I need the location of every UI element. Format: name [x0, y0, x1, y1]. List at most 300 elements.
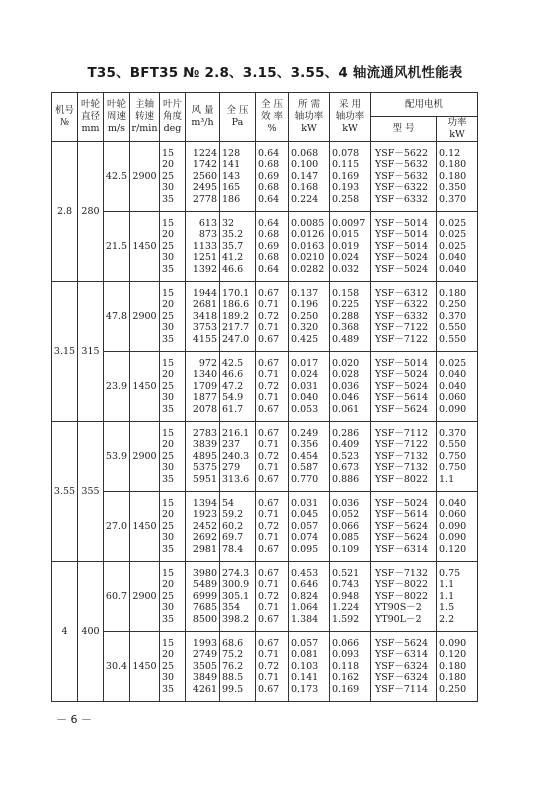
- shaft-power-cell-value: 0.824: [291, 590, 319, 602]
- pressure-cell-value: 46.6: [222, 263, 244, 275]
- pressure-cell-value: 60.2: [222, 520, 244, 532]
- efficiency-cell: [256, 352, 289, 422]
- shaft-power-cell-value: 0.040: [291, 392, 319, 404]
- motor-type-cell-value: YSF－5632: [375, 170, 429, 182]
- efficiency-cell-value: 0.71: [258, 322, 280, 334]
- motor-type-cell-value: YSF－5624: [375, 403, 429, 415]
- header-line: kW: [449, 129, 465, 140]
- motor-type-cell-value: YSF－8022: [375, 579, 429, 591]
- efficiency-cell-value: 0.71: [258, 672, 280, 684]
- angle-cell-value: 35: [162, 613, 175, 625]
- angle-cell: [160, 282, 186, 352]
- used-power-cell-value: 0.036: [332, 497, 360, 509]
- pressure-cell-value: 217.7: [222, 322, 250, 334]
- used-power-cell-value: 0.024: [332, 252, 360, 264]
- efficiency-cell-value: 0.72: [258, 380, 280, 392]
- used-power-cell: [330, 422, 371, 492]
- used-power-cell-value: 0.066: [332, 637, 360, 649]
- flow-cell-value: 2778: [192, 193, 217, 205]
- efficiency-cell-value: 0.72: [258, 590, 280, 602]
- pressure-cell-value: 186: [222, 193, 241, 205]
- pressure-cell-value: 313.6: [222, 473, 250, 485]
- efficiency-cell: [256, 632, 289, 702]
- used-power-cell-value: 0.169: [332, 683, 360, 695]
- efficiency-cell-value: 0.67: [258, 357, 280, 369]
- shaft-power-cell-value: 0.587: [291, 462, 319, 474]
- pressure-cell-value: 305.1: [222, 590, 250, 602]
- angle-cell-value: 15: [162, 287, 175, 299]
- motor-power-cell-value: 0.090: [439, 532, 467, 544]
- rpm-cell: 2900: [130, 422, 160, 492]
- efficiency-cell: [256, 492, 289, 562]
- pressure-cell-value: 32: [222, 217, 235, 229]
- angle-cell: [160, 212, 186, 282]
- header-pressure: [220, 93, 256, 142]
- efficiency-cell-value: 0.67: [258, 473, 280, 485]
- header-line: 所 需: [297, 99, 321, 110]
- shaft-power-cell-value: 0.017: [291, 357, 319, 369]
- shaft-power-cell-value: 0.137: [291, 287, 319, 299]
- used-power-cell: [330, 492, 371, 562]
- used-power-cell-value: 0.115: [332, 159, 360, 171]
- angle-cell-value: 15: [162, 217, 175, 229]
- speed-cell: 60.7: [104, 562, 130, 632]
- motor-type-cell-value: YSF－7132: [375, 462, 429, 474]
- motor-power-cell-value: 1.5: [439, 602, 455, 614]
- table-row: [52, 632, 478, 702]
- angle-cell-value: 30: [162, 532, 175, 544]
- flow-cell: [186, 352, 220, 422]
- flow-cell-value: 2783: [192, 427, 217, 439]
- shaft-power-cell-value: 0.0163: [291, 240, 325, 252]
- pressure-cell: [220, 352, 256, 422]
- angle-cell-value: 25: [162, 520, 175, 532]
- efficiency-cell-value: 0.67: [258, 497, 280, 509]
- table-row: [52, 282, 478, 352]
- flow-cell-value: 1709: [192, 380, 217, 392]
- flow-cell: [186, 282, 220, 352]
- header-line: 功率: [447, 117, 467, 128]
- motor-power-cell-value: 0.040: [439, 380, 467, 392]
- rpm-cell: 2900: [130, 282, 160, 352]
- motor-type-cell-value: YSF－6322: [375, 182, 429, 194]
- shaft-power-cell-value: 0.095: [291, 543, 319, 555]
- used-power-cell-value: 0.162: [332, 672, 360, 684]
- efficiency-cell-value: 0.72: [258, 520, 280, 532]
- efficiency-cell-value: 0.69: [258, 170, 280, 182]
- performance-table: [51, 92, 478, 702]
- motor-type-cell-value: YSF－5614: [375, 509, 429, 521]
- pressure-cell-value: 274.3: [222, 567, 250, 579]
- pressure-cell-value: 59.2: [222, 509, 244, 521]
- pressure-cell-value: 35.7: [222, 240, 244, 252]
- angle-cell-value: 20: [162, 649, 175, 661]
- flow-cell-value: 8500: [192, 613, 217, 625]
- efficiency-cell-value: 0.71: [258, 299, 280, 311]
- pressure-cell: [220, 632, 256, 702]
- shaft-power-cell: [289, 282, 330, 352]
- efficiency-cell-value: 0.67: [258, 567, 280, 579]
- header-line: 轴功率: [335, 111, 365, 122]
- motor-type-cell-value: YSF－6332: [375, 193, 429, 205]
- motor-power-cell-value: 0.180: [439, 170, 467, 182]
- motor-power-cell-value: 1.1: [439, 473, 455, 485]
- header-speed: [104, 93, 130, 142]
- motor-type-cell-value: YSF－7122: [375, 333, 429, 345]
- motor-power-cell-value: 0.750: [439, 462, 467, 474]
- shaft-power-cell-value: 0.074: [291, 532, 319, 544]
- angle-cell-value: 20: [162, 159, 175, 171]
- used-power-cell-value: 0.032: [332, 263, 360, 275]
- motor-type-cell: [371, 632, 437, 702]
- motor-power-cell-value: 0.370: [439, 427, 467, 439]
- efficiency-cell-value: 0.71: [258, 649, 280, 661]
- motor-type-cell-value: YSF－8022: [375, 590, 429, 602]
- efficiency-cell-value: 0.68: [258, 252, 280, 264]
- shaft-power-cell-value: 0.031: [291, 380, 319, 392]
- motor-type-cell: [371, 422, 437, 492]
- used-power-cell-value: 0.286: [332, 427, 360, 439]
- efficiency-cell-value: 0.71: [258, 579, 280, 591]
- flow-cell-value: 972: [198, 357, 217, 369]
- header-line: 全 压: [260, 99, 284, 110]
- efficiency-cell: [256, 212, 289, 282]
- pressure-cell-value: 99.5: [222, 683, 244, 695]
- motor-power-cell-value: 0.090: [439, 403, 467, 415]
- flow-cell-value: 1392: [192, 263, 217, 275]
- efficiency-cell-value: 0.68: [258, 182, 280, 194]
- motor-power-cell: [437, 632, 478, 702]
- angle-cell: [160, 562, 186, 632]
- motor-type-cell-value: YSF－5632: [375, 159, 429, 171]
- motor-type-cell-value: YSF－5024: [375, 497, 429, 509]
- used-power-cell-value: 0.109: [332, 543, 360, 555]
- angle-cell-value: 35: [162, 543, 175, 555]
- efficiency-cell-value: 0.69: [258, 240, 280, 252]
- flow-cell-value: 2495: [192, 182, 217, 194]
- pressure-cell-value: 78.4: [222, 543, 244, 555]
- motor-type-cell-value: YSF－5614: [375, 392, 429, 404]
- efficiency-cell-value: 0.71: [258, 439, 280, 451]
- angle-cell-value: 35: [162, 683, 175, 695]
- flow-cell: [186, 212, 220, 282]
- pressure-cell-value: 88.5: [222, 672, 244, 684]
- used-power-cell: [330, 562, 371, 632]
- shaft-power-cell-value: 0.100: [291, 159, 319, 171]
- efficiency-cell-value: 0.67: [258, 427, 280, 439]
- efficiency-cell-value: 0.71: [258, 509, 280, 521]
- pressure-cell: [220, 422, 256, 492]
- header-line: 机号: [54, 105, 74, 116]
- angle-cell-value: 30: [162, 322, 175, 334]
- angle-cell-value: 15: [162, 497, 175, 509]
- diameter-cell: 280: [78, 142, 104, 282]
- motor-power-cell: [437, 142, 478, 212]
- angle-cell-value: 30: [162, 462, 175, 474]
- flow-cell-value: 3505: [192, 660, 217, 672]
- header-efficiency: [256, 93, 289, 142]
- flow-cell-value: 2560: [192, 170, 217, 182]
- pressure-cell-value: 398.2: [222, 613, 250, 625]
- shaft-power-cell-value: 0.103: [291, 660, 319, 672]
- angle-cell-value: 15: [162, 567, 175, 579]
- header-line: m/s: [107, 123, 126, 134]
- used-power-cell-value: 0.085: [332, 532, 360, 544]
- motor-power-cell: [437, 422, 478, 492]
- flow-cell-value: 1251: [192, 252, 217, 264]
- pressure-cell-value: 141: [222, 159, 241, 171]
- motor-power-cell-value: 0.180: [439, 672, 467, 684]
- flow-cell-value: 7685: [192, 602, 217, 614]
- pressure-cell-value: 143: [222, 170, 241, 182]
- shaft-power-cell-value: 0.770: [291, 473, 319, 485]
- speed-cell: 30.4: [104, 632, 130, 702]
- motor-power-cell-value: 0.040: [439, 369, 467, 381]
- used-power-cell-value: 0.368: [332, 322, 360, 334]
- rpm-cell: 1450: [130, 212, 160, 282]
- flow-cell-value: 1877: [192, 392, 217, 404]
- used-power-cell-value: 0.093: [332, 649, 360, 661]
- angle-cell-value: 35: [162, 403, 175, 415]
- used-power-cell: [330, 212, 371, 282]
- motor-power-cell-value: 0.090: [439, 520, 467, 532]
- rpm-cell: 1450: [130, 492, 160, 562]
- motor-type-cell-value: YSF－5014: [375, 229, 429, 241]
- flow-cell-value: 5489: [192, 579, 217, 591]
- efficiency-cell-value: 0.67: [258, 613, 280, 625]
- efficiency-cell-value: 0.71: [258, 369, 280, 381]
- flow-cell-value: 3980: [192, 567, 217, 579]
- flow-cell-value: 2452: [192, 520, 217, 532]
- used-power-cell-value: 0.061: [332, 403, 360, 415]
- efficiency-cell-value: 0.68: [258, 159, 280, 171]
- shaft-power-cell-value: 0.147: [291, 170, 319, 182]
- used-power-cell: [330, 282, 371, 352]
- flow-cell-value: 1340: [192, 369, 217, 381]
- header-line: %: [267, 123, 277, 134]
- motor-type-cell-value: YSF－7122: [375, 439, 429, 451]
- angle-cell-value: 20: [162, 439, 175, 451]
- motor-type-cell-value: YSF－5024: [375, 252, 429, 264]
- used-power-cell-value: 0.743: [332, 579, 360, 591]
- used-power-cell-value: 0.886: [332, 473, 360, 485]
- efficiency-cell-value: 0.72: [258, 450, 280, 462]
- flow-cell-value: 3849: [192, 672, 217, 684]
- motor-type-cell-value: YSF－5014: [375, 217, 429, 229]
- motor-type-cell-value: YSF－8022: [375, 473, 429, 485]
- flow-cell-value: 2749: [192, 649, 217, 661]
- shaft-power-cell-value: 0.0085: [291, 217, 325, 229]
- motor-type-cell-value: YSF－6332: [375, 310, 429, 322]
- motor-power-cell-value: 0.040: [439, 252, 467, 264]
- motor-type-cell-value: YSF－7132: [375, 567, 429, 579]
- pressure-cell-value: 216.1: [222, 427, 250, 439]
- motor-type-cell-value: YSF－5624: [375, 520, 429, 532]
- flow-cell-value: 1133: [192, 240, 217, 252]
- header-line: 轴功率: [294, 111, 324, 122]
- flow-cell-value: 1224: [192, 147, 217, 159]
- efficiency-cell-value: 0.64: [258, 147, 280, 159]
- efficiency-cell-value: 0.68: [258, 229, 280, 241]
- shaft-power-cell-value: 0.0282: [291, 263, 325, 275]
- shaft-power-cell-value: 0.141: [291, 672, 319, 684]
- pressure-cell-value: 41.2: [222, 252, 244, 264]
- shaft-power-cell: [289, 352, 330, 422]
- used-power-cell-value: 0.066: [332, 520, 360, 532]
- header-motor-type: 型 号: [371, 117, 437, 142]
- angle-cell-value: 30: [162, 602, 175, 614]
- motor-type-cell-value: YSF－5624: [375, 532, 429, 544]
- shaft-power-cell-value: 0.425: [291, 333, 319, 345]
- flow-cell-value: 4895: [192, 450, 217, 462]
- used-power-cell-value: 0.169: [332, 170, 360, 182]
- flow-cell-value: 1993: [192, 637, 217, 649]
- motor-power-cell: [437, 212, 478, 282]
- efficiency-cell: [256, 282, 289, 352]
- shaft-power-cell-value: 0.068: [291, 147, 319, 159]
- angle-cell-value: 20: [162, 299, 175, 311]
- pressure-cell: [220, 142, 256, 212]
- rpm-cell: 2900: [130, 562, 160, 632]
- used-power-cell-value: 0.673: [332, 462, 360, 474]
- angle-cell-value: 35: [162, 193, 175, 205]
- model-no-cell: 3.55: [52, 422, 78, 562]
- header-used-power: [330, 93, 371, 142]
- motor-power-cell-value: 0.370: [439, 193, 467, 205]
- header-line: 叶轮: [106, 99, 126, 110]
- shaft-power-cell-value: 0.196: [291, 299, 319, 311]
- angle-cell-value: 25: [162, 380, 175, 392]
- flow-cell-value: 1944: [192, 287, 217, 299]
- speed-cell: 23.9: [104, 352, 130, 422]
- header-line: 直径: [80, 111, 100, 122]
- header-line: 主轴: [134, 99, 154, 110]
- motor-type-cell-value: YSF－7132: [375, 450, 429, 462]
- used-power-cell: [330, 142, 371, 212]
- model-no-cell: 2.8: [52, 142, 78, 282]
- motor-type-cell-value: YSF－6324: [375, 660, 429, 672]
- efficiency-cell-value: 0.67: [258, 683, 280, 695]
- used-power-cell-value: 1.592: [332, 613, 360, 625]
- efficiency-cell-value: 0.71: [258, 532, 280, 544]
- motor-power-cell-value: 0.550: [439, 333, 467, 345]
- motor-type-cell-value: YSF－6314: [375, 649, 429, 661]
- speed-cell: 42.5: [104, 142, 130, 212]
- motor-type-cell-value: YSF－5024: [375, 263, 429, 275]
- shaft-power-cell-value: 1.384: [291, 613, 319, 625]
- efficiency-cell-value: 0.72: [258, 660, 280, 672]
- header-line: 角度: [162, 111, 182, 122]
- motor-power-cell-value: 0.550: [439, 322, 467, 334]
- shaft-power-cell-value: 0.173: [291, 683, 319, 695]
- shaft-power-cell: [289, 492, 330, 562]
- angle-cell-value: 25: [162, 310, 175, 322]
- model-no-cell: 3.15: [52, 282, 78, 422]
- speed-cell: 27.0: [104, 492, 130, 562]
- angle-cell-value: 35: [162, 263, 175, 275]
- used-power-cell-value: 0.0097: [332, 217, 366, 229]
- diameter-cell: 355: [78, 422, 104, 562]
- motor-power-cell-value: 0.180: [439, 287, 467, 299]
- efficiency-cell: [256, 142, 289, 212]
- motor-power-cell-value: 1.1: [439, 590, 455, 602]
- used-power-cell-value: 0.225: [332, 299, 360, 311]
- angle-cell-value: 30: [162, 392, 175, 404]
- pressure-cell-value: 165: [222, 182, 241, 194]
- motor-power-cell-value: 0.750: [439, 450, 467, 462]
- header-rpm: [130, 93, 160, 142]
- header-line: 叶片: [162, 99, 182, 110]
- header-motor-power: [437, 117, 478, 142]
- pressure-cell-value: 46.6: [222, 369, 244, 381]
- motor-type-cell-value: YSF－7114: [375, 683, 429, 695]
- angle-cell-value: 15: [162, 637, 175, 649]
- header-line: kW: [342, 123, 358, 134]
- shaft-power-cell-value: 0.031: [291, 497, 319, 509]
- pressure-cell: [220, 562, 256, 632]
- header-angle: [160, 93, 186, 142]
- motor-power-cell-value: 0.550: [439, 439, 467, 451]
- speed-cell: 53.9: [104, 422, 130, 492]
- rpm-cell: 1450: [130, 352, 160, 422]
- shaft-power-cell-value: 0.0210: [291, 252, 325, 264]
- motor-type-cell-value: YSF－6324: [375, 672, 429, 684]
- shaft-power-cell-value: 0.057: [291, 637, 319, 649]
- used-power-cell-value: 0.028: [332, 369, 360, 381]
- flow-cell-value: 2981: [192, 543, 217, 555]
- shaft-power-cell: [289, 632, 330, 702]
- shaft-power-cell-value: 0.168: [291, 182, 319, 194]
- efficiency-cell-value: 0.64: [258, 263, 280, 275]
- pressure-cell-value: 61.7: [222, 403, 244, 415]
- motor-power-cell-value: 0.120: [439, 543, 467, 555]
- efficiency-cell-value: 0.67: [258, 637, 280, 649]
- shaft-power-cell: [289, 212, 330, 282]
- angle-cell-value: 15: [162, 147, 175, 159]
- motor-type-cell-value: YT90S－2: [375, 602, 422, 614]
- angle-cell: [160, 422, 186, 492]
- motor-power-cell: [437, 562, 478, 632]
- angle-cell-value: 15: [162, 357, 175, 369]
- pressure-cell-value: 240.3: [222, 450, 250, 462]
- used-power-cell-value: 0.523: [332, 450, 360, 462]
- motor-type-cell-value: YSF－6314: [375, 543, 429, 555]
- header-shaft-power: [289, 93, 330, 142]
- motor-power-cell-value: 0.025: [439, 229, 467, 241]
- angle-cell-value: 25: [162, 450, 175, 462]
- header-model-no: [52, 93, 78, 142]
- motor-power-cell-value: 0.060: [439, 509, 467, 521]
- motor-power-cell-value: 0.12: [439, 147, 461, 159]
- angle-cell-value: 35: [162, 333, 175, 345]
- used-power-cell-value: 0.046: [332, 392, 360, 404]
- flow-cell-value: 613: [198, 217, 217, 229]
- angle-cell: [160, 142, 186, 212]
- used-power-cell-value: 0.020: [332, 357, 360, 369]
- motor-power-cell-value: 0.040: [439, 263, 467, 275]
- motor-power-cell-value: 0.250: [439, 299, 467, 311]
- efficiency-cell-value: 0.71: [258, 462, 280, 474]
- header-diameter: [78, 93, 104, 142]
- motor-type-cell: [371, 142, 437, 212]
- motor-type-cell-value: YSF－5622: [375, 147, 429, 159]
- pressure-cell-value: 189.2: [222, 310, 250, 322]
- table-row: [52, 352, 478, 422]
- angle-cell-value: 30: [162, 182, 175, 194]
- pressure-cell-value: 300.9: [222, 579, 250, 591]
- model-no-cell: 4: [52, 562, 78, 702]
- motor-power-cell-value: 0.180: [439, 660, 467, 672]
